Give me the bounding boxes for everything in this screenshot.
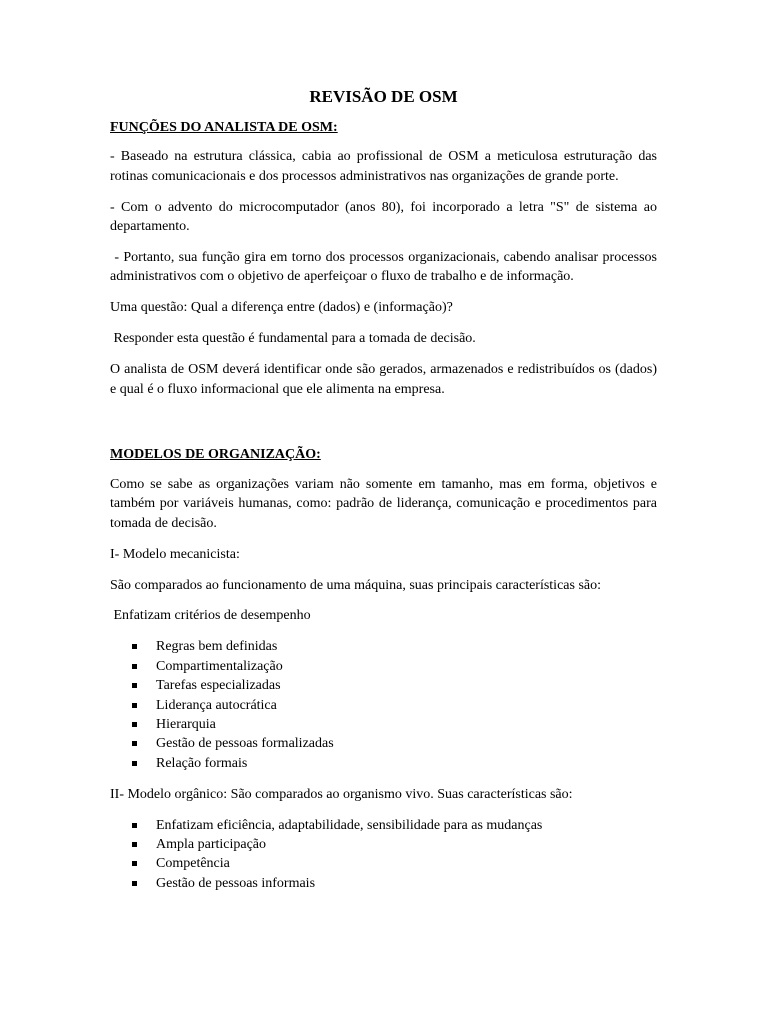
- list-item: Enfatizam eficiência, adaptabilidade, sensibilidade para as mudanças: [110, 816, 657, 835]
- section-heading-models: MODELOS DE ORGANIZAÇÃO:: [110, 447, 321, 463]
- list-item: Ampla participação: [110, 835, 657, 854]
- square-bullet-icon: [132, 722, 137, 727]
- paragraph: Uma questão: Qual a diferença entre (dados) e (informação)?: [110, 300, 453, 316]
- square-bullet-icon: [132, 644, 137, 649]
- list-item: Gestão de pessoas informais: [110, 874, 657, 893]
- document-title: REVISÃO DE OSM: [309, 87, 458, 106]
- document-page: [110, 86, 661, 905]
- list-item: Relação formais: [110, 754, 657, 773]
- paragraph: - Portanto, sua função gira em torno dos processos organizacionais, cabendo analisar processos administrativos com o objetivo de aperfeiçoar o fluxo de trabalho e de informação.: [110, 250, 661, 285]
- square-bullet-icon: [132, 703, 137, 708]
- square-bullet-icon: [132, 683, 137, 688]
- square-bullet-icon: [132, 823, 137, 828]
- list-item: Gestão de pessoas formalizadas: [110, 734, 657, 753]
- list-item: Regras bem definidas: [110, 637, 657, 656]
- paragraph: Responder esta questão é fundamental para a tomada de decisão.: [110, 331, 476, 347]
- paragraph: O analista de OSM deverá identificar onde são gerados, armazenados e redistribuídos os (dados) e qual é o fluxo informacional que ele alimenta na empresa.: [110, 362, 657, 397]
- list-item: Liderança autocrática: [110, 696, 657, 715]
- list-item: Tarefas especializadas: [110, 676, 657, 695]
- square-bullet-icon: [132, 881, 137, 886]
- model1-emphasis: Enfatizam critérios de desempenho: [110, 608, 311, 624]
- model2-title: II- Modelo orgânico: São comparados ao organismo vivo. Suas características são:: [110, 786, 573, 802]
- paragraph: Como se sabe as organizações variam não somente em tamanho, mas em forma, objetivos e também por variáveis humanas, como: padrão de liderança, comunicação e procedimentos para tomada de decisão.: [110, 476, 657, 531]
- square-bullet-icon: [132, 842, 137, 847]
- paragraph: - Com o advento do microcomputador (anos 80), foi incorporado a letra "S" de sistema ao departamento.: [110, 199, 657, 235]
- square-bullet-icon: [132, 741, 137, 746]
- model1-title: I- Modelo mecanicista:: [110, 546, 240, 562]
- list-item: Competência: [110, 854, 657, 873]
- square-bullet-icon: [132, 664, 137, 669]
- section-heading-functions: FUNÇÕES DO ANALISTA DE OSM:: [110, 120, 338, 135]
- square-bullet-icon: [132, 761, 137, 766]
- spacer: [110, 410, 657, 445]
- list-item: Compartimentalização: [110, 657, 657, 676]
- paragraph: - Baseado na estrutura clássica, cabia ao profissional de OSM a meticulosa estruturação das rotinas comunicacionais e dos processos administrativos nas organizações de grande porte.: [110, 149, 657, 184]
- square-bullet-icon: [132, 861, 137, 866]
- model2-list: [110, 816, 657, 894]
- list-item: Hierarquia: [110, 715, 657, 734]
- model1-description: São comparados ao funcionamento de uma máquina, suas principais características são:: [110, 577, 601, 593]
- model1-list: [110, 637, 657, 773]
